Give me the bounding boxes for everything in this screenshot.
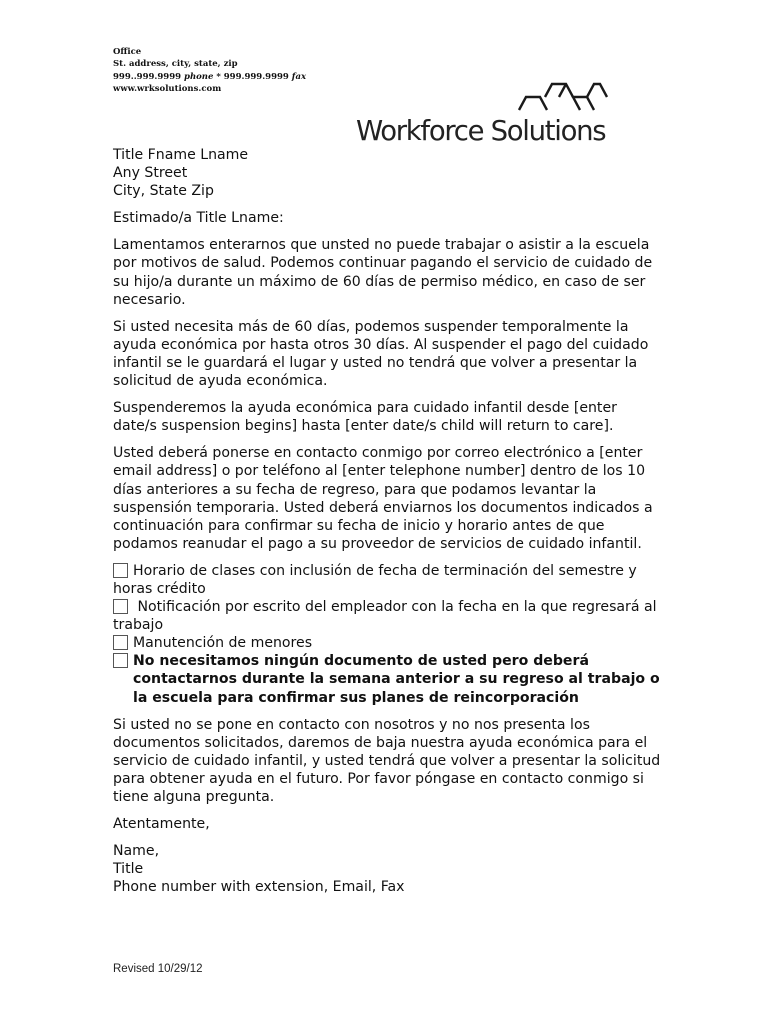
salutation: Estimado/a Title Lname: xyxy=(113,210,284,227)
checklist-item-label: No necesitamos ningún documento de usted pero deberá contactarnos durante la semana anterior a su regreso al trabajo o la escuela para confirmar sus planes de reincorporación xyxy=(133,653,660,706)
checklist-item-label: Horario de clases con inclusión de fecha de terminación del semestre y horas crédito xyxy=(113,562,637,597)
paragraph-closing: Si usted no se pone en contacto con nosotros y no nos presenta los documentos solicitados, daremos de baja nuestra ayuda económica para el servicio de cuidado infantil, y usted tendrá que volver a presentar la solicitud para obtener ayuda en el futuro. Por favor póngase en contacto conmigo si tiene alguna pregunta. xyxy=(113,716,661,805)
website-line: www.wrksolutions.com xyxy=(113,84,222,95)
signature-block xyxy=(113,842,663,896)
phone-number: 999..999.9999 xyxy=(113,71,182,82)
checkbox[interactable] xyxy=(113,653,128,668)
fax-number: * 999.999.9999 xyxy=(216,71,289,82)
fax-label: fax xyxy=(291,71,307,82)
letterhead-address xyxy=(113,46,306,96)
revision-date: Revised 10/29/12 xyxy=(113,963,203,975)
signature-contact: Phone number with extension, Email, Fax xyxy=(113,879,405,896)
office-line: Office xyxy=(113,47,142,57)
checklist-item xyxy=(113,634,663,652)
workforce-solutions-logo xyxy=(356,80,631,152)
phone-label: phone xyxy=(184,71,214,82)
signoff: Atentamente, xyxy=(113,816,210,833)
logo-wordmark: Workforce Solutions xyxy=(356,115,606,147)
recipient-city: City, State Zip xyxy=(113,183,214,200)
checkbox[interactable] xyxy=(113,599,128,614)
checklist-item-label: Notificación por escrito del empleador con la fecha en la que regresará al trabajo xyxy=(113,599,661,634)
recipient-name: Title Fname Lname xyxy=(113,147,249,163)
checkbox[interactable] xyxy=(113,635,128,650)
paragraph-suspension: Si usted necesita más de 60 días, podemos suspender temporalmente la ayuda económica por hasta otros 30 días. Al suspender el pago del cuidado infantil se le guardará el lugar y usted no tendrá que volver a presentar la solicitud de ayuda económica. xyxy=(113,318,649,390)
paragraph-medical-leave: Lamentamos enterarnos que unsted no puede trabajar o asistir a la escuela por motivos de salud. Podemos continuar pagando el servicio de cuidado de su hijo/a durante un máximo de 60 días de permiso médico, en caso de ser necesario. xyxy=(113,237,653,308)
phone-fax-line xyxy=(113,71,306,83)
signature-title: Title xyxy=(113,861,144,878)
checklist-item xyxy=(113,598,663,634)
paragraph-suspension-dates: Suspenderemos la ayuda económica para cuidado infantil desde [enter date/s suspension begins] hasta [enter date/s child will return to care]. xyxy=(113,400,617,435)
checkbox[interactable] xyxy=(113,563,128,578)
recipient-street: Any Street xyxy=(113,165,188,182)
checklist-item-label: Manutención de menores xyxy=(133,635,313,652)
paragraph-contact-instructions: Usted deberá ponerse en contacto conmigo por correo electrónico a [enter email address] o por teléfono al [enter telephone number] dentro de los 10 días anteriores a su fecha de regreso, para que podamos levantar la suspensión temporaria. Usted deberá enviarnos los documentos indicados a continuación para confirmar su fecha de inicio y horario antes de que podamos reanudar el pago a su proveedor de servicios de cuidado infantil. xyxy=(113,445,653,552)
checklist-item xyxy=(113,562,663,598)
signature-name: Name, xyxy=(113,843,160,860)
checklist-item xyxy=(113,652,663,706)
document-checklist xyxy=(113,562,663,707)
address-line: St. address, city, state, zip xyxy=(113,59,238,70)
letter-body xyxy=(113,146,663,905)
recipient-block xyxy=(113,146,663,200)
